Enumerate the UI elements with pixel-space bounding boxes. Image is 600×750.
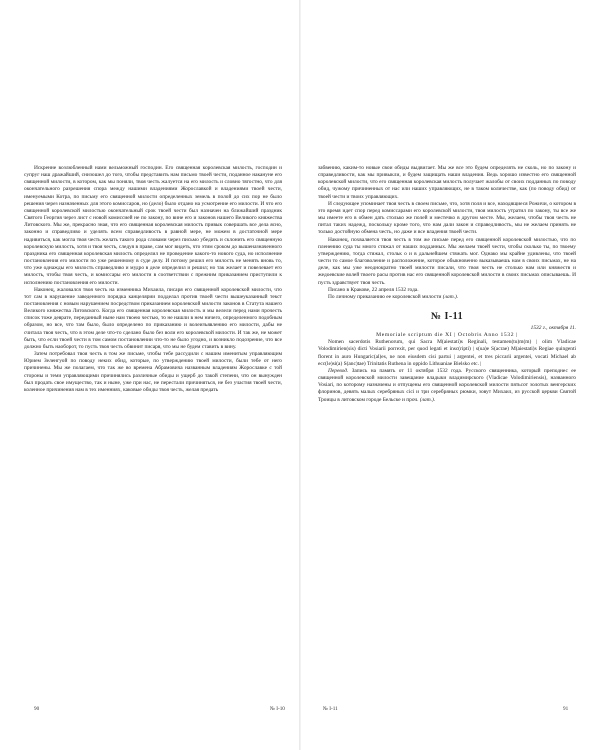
document-latin-text: Nomen sacerdotis Ruthenorum, qui Sacra M(aiestati)s Reginali, testamen(tu)m(m) | olim Vladicae Volodimirien(sis) dicti Vosiarii porrexit, per quod legati et insc(ripti) | s(ua)e S(acrae) M(aiestati)s Regiae quingenti florent in auro Hungaric(al)es, ne non eiusdem cisi partui | argentei, et tres piccarii argentei, vocati Michael ab ecc(le)si(a) S(anc)tae) Trinitatis Ruthena in oppido Lithuaniae Bielsko etc. | [318, 339, 576, 367]
left-running-footer: № I-10 [270, 706, 285, 712]
closing-place-date: Писано в Кракове, 22 апреля 1532 года. [328, 286, 419, 293]
left-page-number: 90 [34, 706, 40, 712]
right-paragraph-1: забвению, каким-то новые свои обиды выдвигает. Мы же все это будем определять не сколь, но по закону и справедливости, как мы привыкли, и будем защищать наши владения. Ведь хорошо известно его священной королевской милости, что его священная королевская милость получает жалобы от своих подданных по поводу обид, чужому причиненных от нас или наших управляющих, не в таком количестве, как (по поводу обид) от твоей чести и твоих управляющих. [318, 165, 576, 200]
document-number: № I-11 [430, 310, 464, 322]
document-date: 1532 г., октября 11. [530, 324, 576, 331]
right-running-footer: № I-11 [323, 706, 338, 712]
closing-order-abbrev: (лат.). [442, 293, 459, 300]
right-page-number: 91 [563, 706, 569, 712]
left-page [24, 165, 282, 394]
left-paragraph-1: Искренне возлюбленный нами вельможный господин. Его священная королевская милость, господин и супруг наш дражайший, снизошел до того, чтобы представить нам письмо твоей чести, поданное накануне его священной милости, в котором, как мы поняли, твоя честь жалуется на его милость и словно тягостно, что для окончательного разрешения спора между нашими владениями Жорославкой и владениями твоей чести, именуемыми Котра, по письму его священной милости определенных земель в полой до сих пор не было решения через назначенных для этого комиссаров, но (дело) было отдано на усмотрение его милости. И что его священной королевской милостью окончательный срок твоей чести был назначен на ближайший праздник Святого Георгия через лист с новой комиссией не по закону, по вине его и законов нашего Великого княжества Литовского. Мы же, прекрасно зная, что его священная королевская милость привык совершать все дела ясно, законно и справедливо и уделять всем справедливость в равной мере, не можем в достаточной мере надивиться, как могла твоя честь желать такого рода словами через письмо убедить и склонить его священную королевскую милость, хотя и твоя честь, следуя в праве, сам мог видеть, что этим сроком до вышеназначенного праздника его священная королевская милость определил не проведение какого-то нового суда, но исполнение постановления его милости по уже решенному в суде делу. И потому решил его милость не менять вновь то, что уже однажды его милость справедливо и мудро в деле определил и решил; но так желает и повелевает его милость, чтобы твоя честь, и комиссары его милости в соответствии с прежним приказанием приступили к исполнению постановления его милости. [24, 165, 282, 286]
page-gutter [299, 0, 301, 750]
closing-order-text: По личному приказанию ее королевской милости [328, 293, 442, 300]
right-paragraph-3: Наконец, похваляется твоя честь в том же письме перед его священной королевской милостью, что по пленению суда ты много стяжал от наших подданных. Мы желаем твоей чести, чтобы сколько ты, по твоему утверждению, тогда стяжал, стольк о и в дальнейшем стяжать мог. Однако мы крайне удивлены, что твоей чести то самое благоволение и расположение, которое обыкновенно выказываешь нам в своих письмах, не на деле, как мы уже неоднократно твоей милости писали, что твоя честь не столько нам или княжеств и жедоевские волей твоего расы против нас его священной королевской милости в своих письмах описываешь. И пусть здравствует твоя честь. [318, 236, 576, 286]
document-translation [318, 368, 576, 404]
translation-text: Запись на память от 11 октября 1532 года. Русского священника, который преподнес ее священной королевской милости завещание владыки владимирского (Vladicae Volodimiriensis), названного Vosiari, по которому назначены и отпущены его священной королевской милости пятьсот золотых венгерских флоринов, девять малых серебряных сiсі и три серебряных рюмки, зовут Михаил, из русской церкви Святой Троицы в литовском городе Бельске и проч. [318, 367, 576, 403]
translation-label: Перевод. [328, 367, 349, 374]
right-page [318, 165, 576, 404]
left-paragraph-2: Наконец, жаловался твоя честь на изменника Михаила, писаря его священной королевской милости, что тот сам в нарушение заведенного порядка канцелярии подделал против твоей чести вышеуказанный текст постановления с новым нарушением посредством приказанием королевской милости законов в Статута нашего Великого княжества Литовского. Когда его священная королевская милость и мы велели перед нами прочесть список тоже деврате, переданный ныне нам твоею честью, то не нашли в нем ничего, определенного подобным образом, но все, что там было, было определено по приказанию и волеизъявлению его милости, дабы не считала твоя честь, что в этом деле что-то сделано было без воли его королевской милости. И так же, не может быть, что если твоей чести в том самом постановлении что-то не было угодно, и возникло подозрение, что все должно быть наоборот, то пусть твоя честь обвинит писаря, что мы не будем ставить в вину. [24, 286, 282, 350]
document-heading: Memoriale scriptum die XI | Octobris Anno 1532 | [376, 332, 518, 339]
right-paragraph-2: И следующее упоминает твоя честь в своем письме, что, хотя поля и все, находящиеся Рожичи, о котором в это время идет спор перед комиссарами его королевской милости, твоя милость утратил по закону, ты все же мы имеете его в обмен дать столько же полей и местечко в другом месте. Мы, желаем, чтобы твоя честь не питал таких надежд, поскольку кроме того, что нам дали закон и справедливость, мы не желаем принять не только достойную обмена честь, но даже и все владения твоей чести. [318, 200, 576, 236]
left-paragraph-3: Затем потребовал твоя честь в том же письме, чтобы тебе рассудили с нашим именитым управляющим Юрием Зеленгуой по поводу неких обид, которые, по утверждению твоей милости, были тебе от него причинены. Мы же полагаем, что так же во времена Абрамовича названным владениям Жорославке с той стороны и теми управляющими причинялись различные обиды и ущерб до такой степени, что он вынужден был продать свое имущество, так и ныне, уже при нас, не перестали причиняться, не без участия твоей чести, коленное причинения нам в тех именниях, каковые обиды твоя честь, желая предать [24, 351, 282, 393]
closing-order [318, 294, 576, 301]
translation-abbrev: (лат.). [419, 396, 436, 403]
